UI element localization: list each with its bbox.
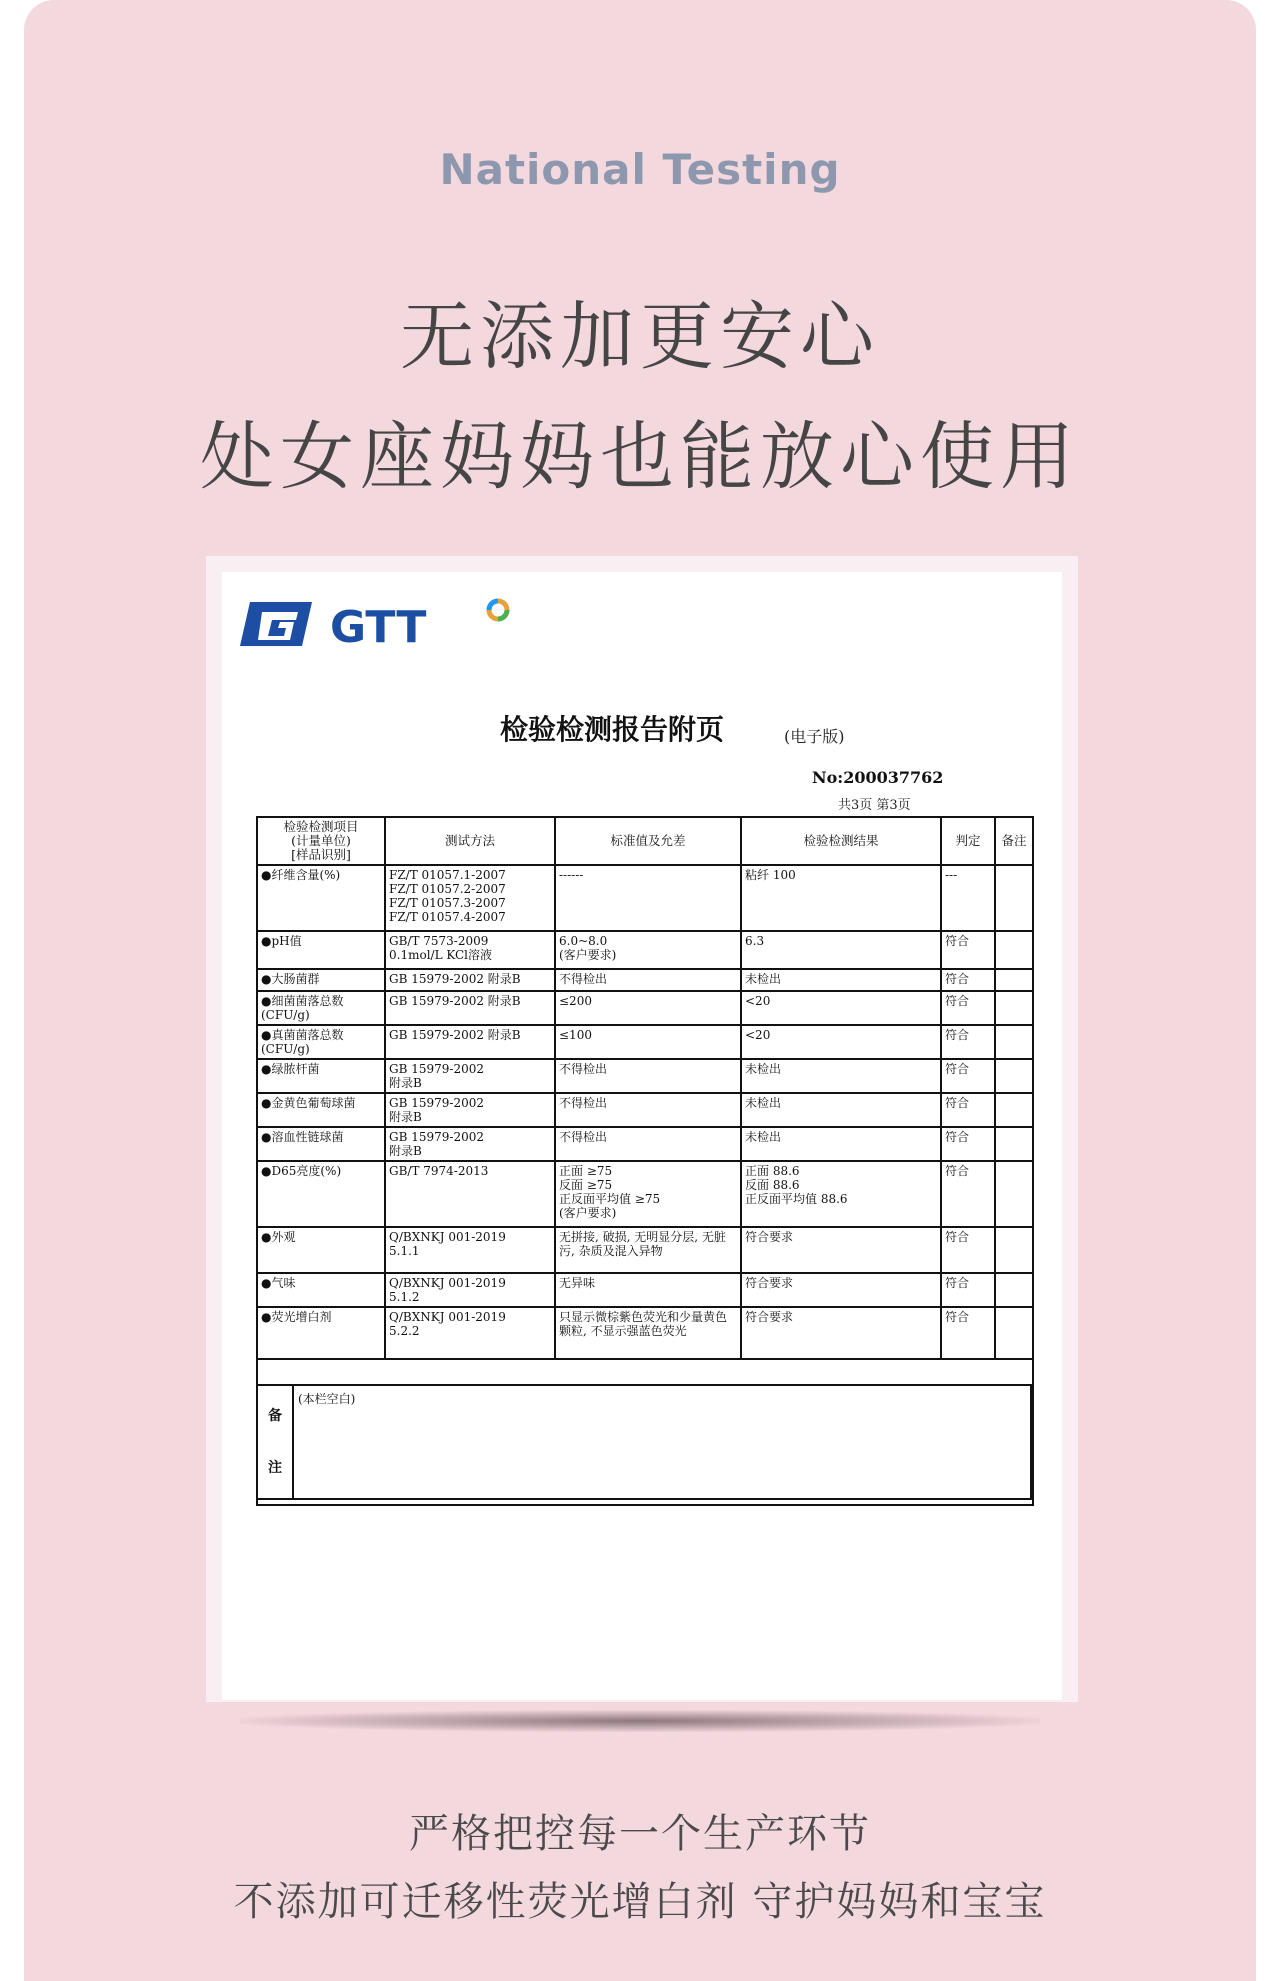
report-page-count: 共3页 第3页 — [838, 798, 911, 813]
table-row — [257, 1273, 1033, 1307]
gtt-logo-text: GTT — [330, 602, 427, 652]
cell-note — [995, 1093, 1033, 1127]
remarks-table — [256, 1384, 1032, 1500]
table-header-row — [257, 817, 1033, 865]
headline-line-1: 无添加更安心 — [400, 294, 880, 380]
cell-method: GB/T 7573-2009 0.1mol/L KCl溶液 — [385, 931, 555, 969]
table-row — [257, 1227, 1033, 1273]
cell-note — [995, 969, 1033, 991]
column-header-judge: 判定 — [941, 817, 995, 865]
table-row — [257, 1307, 1033, 1359]
cell-item: ●大肠菌群 — [257, 969, 385, 991]
cell-note — [995, 865, 1033, 931]
cell-note — [995, 1025, 1033, 1059]
cell-standard: ≤200 — [555, 991, 741, 1025]
cell-note — [995, 1307, 1033, 1359]
table-row — [257, 1093, 1033, 1127]
cell-method: Q/BXNKJ 001-2019 5.1.1 — [385, 1227, 555, 1273]
cell-judge: 符合 — [941, 931, 995, 969]
cell-item: ●绿脓杆菌 — [257, 1059, 385, 1093]
report-subtitle: (电子版) — [784, 727, 845, 746]
cell-method: GB 15979-2002 附录B — [385, 1127, 555, 1161]
cell-result: <20 — [741, 1025, 941, 1059]
report-number: No:200037762 — [812, 768, 944, 787]
cell-result: 正面 88.6 反面 88.6 正反面平均值 88.6 — [741, 1161, 941, 1227]
table-row — [257, 931, 1033, 969]
cell-standard: 正面 ≥75 反面 ≥75 正反面平均值 ≥75 (客户要求) — [555, 1161, 741, 1227]
cell-item: ●pH值 — [257, 931, 385, 969]
gtt-logo — [236, 596, 516, 656]
report-shadow — [240, 1710, 1040, 1732]
cell-method: GB 15979-2002 附录B — [385, 991, 555, 1025]
remarks-label — [257, 1385, 293, 1499]
column-header-standard: 标准值及允差 — [555, 817, 741, 865]
cell-standard: 无异味 — [555, 1273, 741, 1307]
remarks-label-top: 备 — [268, 1408, 282, 1424]
cell-standard: 6.0~8.0 (客户要求) — [555, 931, 741, 969]
cell-note — [995, 991, 1033, 1025]
cell-method: GB 15979-2002 附录B — [385, 1025, 555, 1059]
cell-item: ●纤维含量(%) — [257, 865, 385, 931]
cell-note — [995, 1059, 1033, 1093]
cell-note — [995, 1161, 1033, 1227]
column-header-result: 检验检测结果 — [741, 817, 941, 865]
cell-judge: 符合 — [941, 1307, 995, 1359]
cell-result: 符合要求 — [741, 1227, 941, 1273]
table-row — [257, 1127, 1033, 1161]
cell-method: Q/BXNKJ 001-2019 5.1.2 — [385, 1273, 555, 1307]
cell-standard: 只显示微棕紫色荧光和少量黄色颗粒, 不显示强蓝色荧光 — [555, 1307, 741, 1359]
cell-judge: 符合 — [941, 969, 995, 991]
footer-line-1: 严格把控每一个生产环节 — [409, 1811, 871, 1857]
cell-item: ●外观 — [257, 1227, 385, 1273]
remarks-label-bottom: 注 — [268, 1460, 282, 1476]
cell-method: GB 15979-2002 附录B — [385, 1059, 555, 1093]
gtt-logo-icon — [236, 596, 516, 652]
cell-judge: --- — [941, 865, 995, 931]
cell-standard: 无拼接, 破损, 无明显分层, 无脏污, 杂质及混入异物 — [555, 1227, 741, 1273]
cell-standard: 不得检出 — [555, 1059, 741, 1093]
cell-item: ●细菌菌落总数 (CFU/g) — [257, 991, 385, 1025]
cell-result: 未检出 — [741, 1059, 941, 1093]
cell-method: FZ/T 01057.1-2007 FZ/T 01057.2-2007 FZ/T 01057.3-2007 FZ/T 01057.4-2007 — [385, 865, 555, 931]
cell-result: 未检出 — [741, 1093, 941, 1127]
cell-item: ●真菌菌落总数 (CFU/g) — [257, 1025, 385, 1059]
cell-judge: 符合 — [941, 1059, 995, 1093]
column-header-note: 备注 — [995, 817, 1033, 865]
cell-judge: 符合 — [941, 1025, 995, 1059]
cell-result: 6.3 — [741, 931, 941, 969]
cell-method: GB 15979-2002 附录B — [385, 1093, 555, 1127]
cell-method: GB/T 7974-2013 — [385, 1161, 555, 1227]
cell-note — [995, 1127, 1033, 1161]
headline-line-2: 处女座妈妈也能放心使用 — [200, 414, 1080, 500]
column-header-item: 检验检测项目 (计量单位) [样品识别] — [257, 817, 385, 865]
cell-result: 未检出 — [741, 969, 941, 991]
remarks-text: (本栏空白) — [293, 1385, 1031, 1499]
cell-result: 粘纤 100 — [741, 865, 941, 931]
table-row — [257, 969, 1033, 991]
cell-judge: 符合 — [941, 1227, 995, 1273]
cell-note — [995, 931, 1033, 969]
report-title: 检验检测报告附页 — [500, 713, 725, 746]
table-row — [257, 1025, 1033, 1059]
cell-judge: 符合 — [941, 1127, 995, 1161]
cell-result: 符合要求 — [741, 1307, 941, 1359]
cell-method: GB 15979-2002 附录B — [385, 969, 555, 991]
footer-line-2: 不添加可迁移性荧光增白剂 守护妈妈和宝宝 — [233, 1879, 1047, 1925]
table-row — [257, 1161, 1033, 1227]
eyebrow-title: National Testing — [439, 145, 841, 194]
cell-result: <20 — [741, 991, 941, 1025]
cell-result: 未检出 — [741, 1127, 941, 1161]
cell-standard: ------ — [555, 865, 741, 931]
cell-item: ●金黄色葡萄球菌 — [257, 1093, 385, 1127]
column-header-method: 测试方法 — [385, 817, 555, 865]
cell-note — [995, 1227, 1033, 1273]
cell-judge: 符合 — [941, 991, 995, 1025]
cell-item: ●溶血性链球菌 — [257, 1127, 385, 1161]
cell-result: 符合要求 — [741, 1273, 941, 1307]
table-row — [257, 991, 1033, 1025]
cell-judge: 符合 — [941, 1273, 995, 1307]
table-row — [257, 1059, 1033, 1093]
cell-standard: 不得检出 — [555, 1127, 741, 1161]
cell-standard: 不得检出 — [555, 1093, 741, 1127]
cell-judge: 符合 — [941, 1161, 995, 1227]
cell-standard: ≤100 — [555, 1025, 741, 1059]
cell-item: ●D65亮度(%) — [257, 1161, 385, 1227]
cell-item: ●气味 — [257, 1273, 385, 1307]
cell-item: ●荧光增白剂 — [257, 1307, 385, 1359]
cell-judge: 符合 — [941, 1093, 995, 1127]
cell-note — [995, 1273, 1033, 1307]
cell-standard: 不得检出 — [555, 969, 741, 991]
cell-method: Q/BXNKJ 001-2019 5.2.2 — [385, 1307, 555, 1359]
table-row — [257, 865, 1033, 931]
